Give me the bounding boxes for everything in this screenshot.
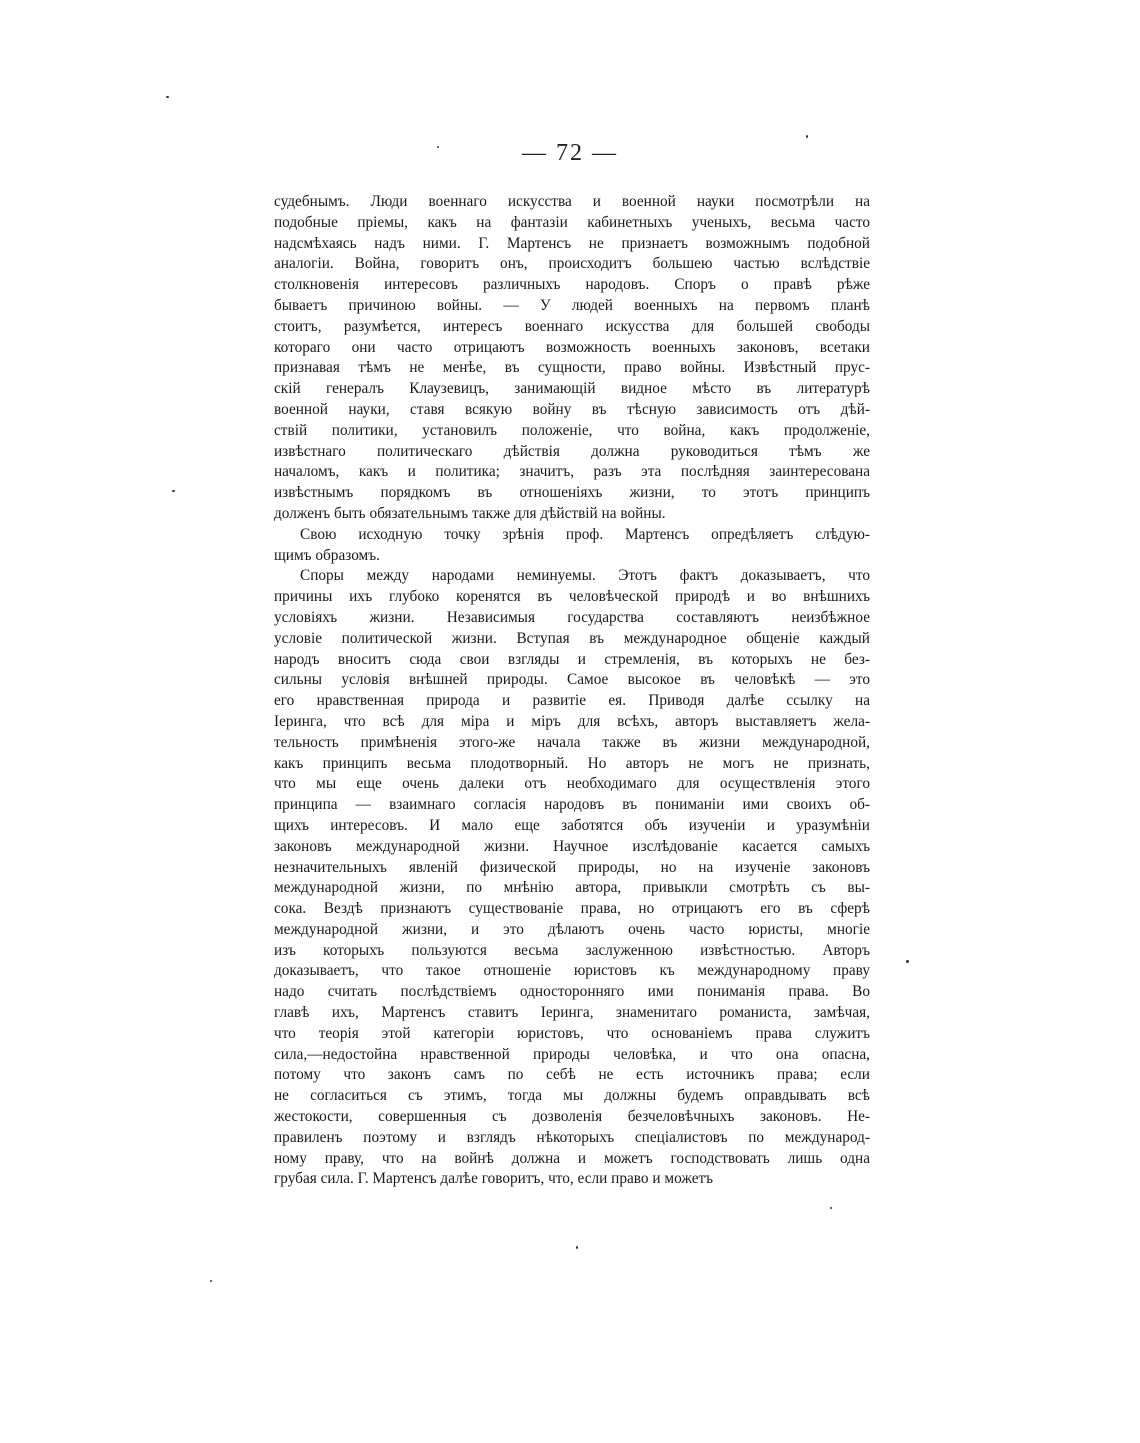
text-line: сила,—недостойна нравственной природы человѣка, и что она опасна, <box>274 1045 870 1063</box>
body-text <box>274 192 870 1190</box>
text-line: доказываетъ, что такое отношеніе юристовъ къ международному праву <box>274 962 870 980</box>
text-line: долженъ быть обязательнымъ также для дѣйствій на войны. <box>274 504 666 522</box>
text-line: принципа — взаимнаго согласія народовъ въ пониманіи ими своихъ об- <box>274 796 870 814</box>
text-line: потому что законъ самъ по себѣ не есть источникъ права; если <box>274 1066 870 1084</box>
text-line: какъ принципъ весьма плодотворный. Но авторъ не могъ не признать, <box>274 754 870 772</box>
scan-speck <box>210 1280 212 1282</box>
scan-speck <box>576 1246 578 1249</box>
text-line: признавая тѣмъ не менѣе, въ сущности, право войны. Извѣстный прус- <box>274 359 870 377</box>
scan-speck <box>806 135 808 138</box>
text-line: котораго они часто отрицаютъ возможность военныхъ законовъ, всетаки <box>274 338 870 356</box>
text-line: причины ихъ глубоко коренятся въ человѣческой природѣ и во внѣшнихъ <box>274 588 870 606</box>
text-line: народъ вноситъ сюда свои взгляды и стремленія, въ которыхъ не без- <box>274 650 870 668</box>
scan-speck <box>437 146 439 148</box>
text-line: тельность примѣненія этого-же начала также въ жизни международной, <box>274 733 870 751</box>
text-line: международной жизни, по мнѣнію автора, привыкли смотрѣть съ вы- <box>274 879 870 897</box>
text-line: изъ которыхъ пользуются весьма заслуженною извѣстностью. Авторъ <box>274 941 870 959</box>
text-line: столкновенія интересовъ различныхъ народовъ. Споръ о правѣ рѣже <box>274 276 870 294</box>
text-line: щимъ образомъ. <box>274 546 380 564</box>
page-number: — 72 — <box>522 140 618 166</box>
text-line: ствій политики, установилъ положеніе, что война, какъ продолженіе, <box>274 421 870 439</box>
text-line: условіе политической жизни. Вступая въ международное общеніе каждый <box>274 629 870 647</box>
text-line: что теорія этой категоріи юристовъ, что основаніемъ права служитъ <box>274 1024 870 1042</box>
text-line: надсмѣхаясь надъ ними. Г. Мартенсъ не признаетъ возможнымъ подобной <box>274 234 870 252</box>
text-line: аналогіи. Война, говоритъ онъ, происходитъ большею частью вслѣдствіе <box>274 255 870 273</box>
text-line: его нравственная природа и развитіе ея. Приводя далѣе ссылку на <box>274 692 870 710</box>
text-line: Споры между народами неминуемы. Этотъ фактъ доказываетъ, что <box>300 567 870 585</box>
text-line: подобные пріемы, какъ на фантазіи кабинетныхъ ученыхъ, весьма часто <box>274 213 870 231</box>
text-line: законовъ международной жизни. Научное изслѣдованіе касается самыхъ <box>274 837 870 855</box>
text-line: началомъ, какъ и политика; значитъ, разъ эта послѣдняя заинтересована <box>274 463 870 481</box>
text-line: извѣстнымъ порядкомъ въ отношеніяхъ жизни, то этотъ принципъ <box>274 484 870 502</box>
text-line: извѣстнаго политическаго дѣйствія должна руководиться тѣмъ же <box>274 442 870 460</box>
text-line: скій генералъ Клаузевицъ, занимающій видное мѣсто въ литературѣ <box>274 380 870 398</box>
scan-speck <box>166 96 169 98</box>
text-line: незначительныхъ явленій физической природы, но на изученіе законовъ <box>274 858 870 876</box>
text-line: международной жизни, и это дѣлаютъ очень часто юристы, многіе <box>274 920 870 938</box>
text-line: сока. Вездѣ признаютъ существованіе права, но отрицаютъ его въ сферѣ <box>274 900 870 918</box>
text-line: ному праву, что на войнѣ должна и можетъ господствовать лишь одна <box>274 1149 870 1167</box>
scan-speck <box>906 960 909 963</box>
text-line: не согласиться съ этимъ, тогда мы должны будемъ оправдывать всѣ <box>274 1087 870 1105</box>
text-line: стоитъ, разумѣется, интересъ военнаго искусства для большей свободы <box>274 317 870 335</box>
text-line: что мы еще очень далеки отъ необходимаго для осуществленія этого <box>274 775 870 793</box>
scan-speck <box>830 1207 832 1209</box>
text-line: бываетъ причиною войны. — У людей военныхъ на первомъ планѣ <box>274 296 870 314</box>
scan-speck <box>172 490 175 492</box>
text-line: главѣ ихъ, Мартенсъ ставитъ Іеринга, знаменитаго романиста, замѣчая, <box>274 1004 870 1022</box>
text-line: грубая сила. Г. Мартенсъ далѣе говоритъ, что, если право и можетъ <box>274 1170 714 1188</box>
text-line: щихъ интересовъ. И мало еще заботятся объ изученіи и уразумѣніи <box>274 816 870 834</box>
text-line: жестокости, совершенныя съ дозволенія безчеловѣчныхъ законовъ. Не- <box>274 1108 870 1126</box>
text-line: Іеринга, что всѣ для міра и міръ для всѣхъ, авторъ выставляетъ жела- <box>274 712 870 730</box>
text-line: судебнымъ. Люди военнаго искусства и военной науки посмотрѣли на <box>274 193 870 210</box>
text-line: сильны условія внѣшней природы. Самое высокое въ человѣкѣ — это <box>274 671 870 689</box>
text-line: надо считать послѣдствіемъ односторонняго ими пониманія права. Во <box>274 983 870 1001</box>
text-line: условіяхъ жизни. Независимыя государства составляютъ неизбѣжное <box>274 608 870 626</box>
text-line: военной науки, ставя всякую войну въ тѣсную зависимость отъ дѣй- <box>274 400 870 418</box>
text-line: Свою исходную точку зрѣнія проф. Мартенсъ опредѣляетъ слѣдую- <box>300 525 870 543</box>
text-line: правиленъ поэтому и взглядъ нѣкоторыхъ спеціалистовъ по международ- <box>274 1128 870 1146</box>
